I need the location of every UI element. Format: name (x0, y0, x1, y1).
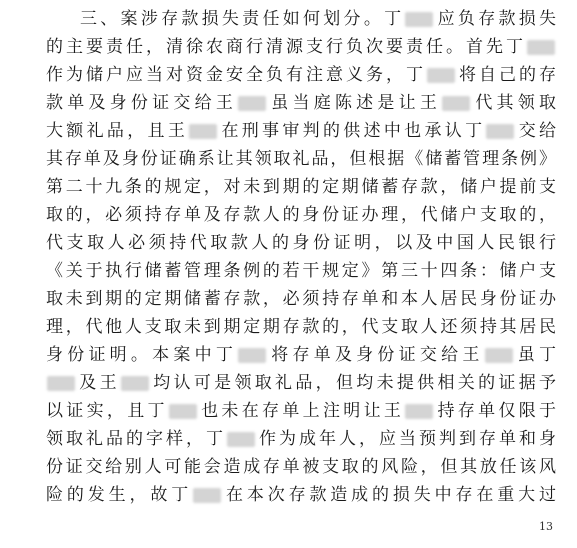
redacted-name (527, 40, 555, 55)
line-13-segment-2: 将存单及身份证交给王 (267, 345, 484, 365)
paragraph-line-1 (80, 5, 556, 33)
paragraph-line-17 (46, 453, 556, 481)
paragraph-line-10 (46, 257, 556, 285)
redacted-name (238, 348, 266, 363)
redacted-name (442, 96, 470, 111)
line-4-segment-1: 款单及身份证交给王 (46, 93, 238, 113)
line-12-segment-1: 理，代他人支取未到期定期存款的，代支取人还须持其居民 (46, 317, 556, 337)
paragraph-line-4 (46, 89, 556, 117)
page-number: 13 (539, 520, 553, 533)
line-7-segment-1: 第二十九条的规定，对未到期的定期储蓄存款，储户提前支 (46, 177, 556, 197)
paragraph-line-18 (46, 481, 556, 509)
redacted-name (238, 96, 266, 111)
paragraph-line-11 (46, 285, 556, 313)
paragraph-line-9 (46, 229, 556, 257)
redacted-name (47, 376, 75, 391)
line-2-segment-1: 的主要责任，清徐农商行清源支行负次要责任。首先丁 (46, 37, 526, 57)
line-4-segment-3: 代其领取 (471, 93, 557, 113)
redacted-name (169, 404, 197, 419)
paragraph-line-12 (46, 313, 556, 341)
line-5-segment-1: 大额礼品，且王 (46, 121, 189, 141)
line-5-segment-3: 交给 (515, 121, 557, 141)
line-10-segment-1: 《关于执行储蓄管理条例的若干规定》第三十四条：储户支 (46, 261, 556, 281)
line-13-segment-3: 虽丁 (513, 345, 557, 365)
paragraph-line-2 (46, 33, 556, 61)
line-5-segment-2: 在刑事审判的供述中也承认丁 (218, 121, 486, 141)
paragraph-line-16 (46, 425, 556, 453)
redacted-name (227, 432, 255, 447)
redacted-name (193, 488, 221, 503)
line-1-segment-1: 三、案涉存款损失责任如何划分。丁 (80, 9, 405, 29)
line-16-segment-2: 作为成年人，应当预判到存单和身 (256, 429, 556, 449)
paragraph-line-15 (46, 397, 556, 425)
redacted-name (405, 404, 433, 419)
line-3-segment-2: 将自己的存 (456, 65, 556, 85)
line-15-segment-2: 也未在存单上注明让王 (197, 401, 405, 421)
line-14-segment-1: 及王 (76, 373, 120, 393)
line-3-segment-1: 作为储户应当对资金安全负有注意义务，丁 (46, 65, 426, 85)
line-15-segment-3: 持存单仅限于 (434, 401, 557, 421)
line-11-segment-1: 取未到期的定期储蓄存款，必须持存单和本人居民身份证办 (46, 289, 556, 309)
line-16-segment-1: 领取礼品的字样，丁 (46, 429, 226, 449)
redacted-name (485, 348, 513, 363)
line-15-segment-1: 以证实，且丁 (46, 401, 168, 421)
line-18-segment-2: 在本次存款造成的损失中存在重大过 (222, 485, 557, 505)
line-17-segment-1: 份证交给别人可能会造成存单被支取的风险，但其放任该风 (46, 457, 556, 477)
paragraph-line-3 (46, 61, 556, 89)
redacted-name (486, 124, 514, 139)
redacted-name (189, 124, 217, 139)
line-14-segment-2: 均认可是领取礼品，但均未提供相关的证据予 (149, 373, 557, 393)
paragraph-line-7 (46, 173, 556, 201)
paragraph-line-6 (46, 145, 556, 173)
redacted-name (405, 12, 433, 27)
line-6-segment-1: 其存单及身份证确系让其领取礼品，但根据《储蓄管理条例》 (46, 149, 556, 169)
line-4-segment-2: 虽当庭陈述是让王 (267, 93, 442, 113)
line-8-segment-1: 取的，必须持存单及存款人的身份证办理，代储户支取的， (46, 205, 556, 225)
redacted-name (121, 376, 149, 391)
paragraph-line-14 (46, 369, 556, 397)
line-1-segment-2: 应负存款损失 (434, 9, 557, 29)
paragraph-line-13 (46, 341, 556, 369)
line-13-segment-1: 身份证明。本案中丁 (46, 345, 238, 365)
line-9-segment-1: 代支取人必须持代取款人的身份证明，以及中国人民银行 (46, 233, 556, 253)
paragraph-line-8 (46, 201, 556, 229)
redacted-name (427, 68, 455, 83)
paragraph-line-5 (46, 117, 556, 145)
line-18-segment-1: 险的发生，故丁 (46, 485, 193, 505)
